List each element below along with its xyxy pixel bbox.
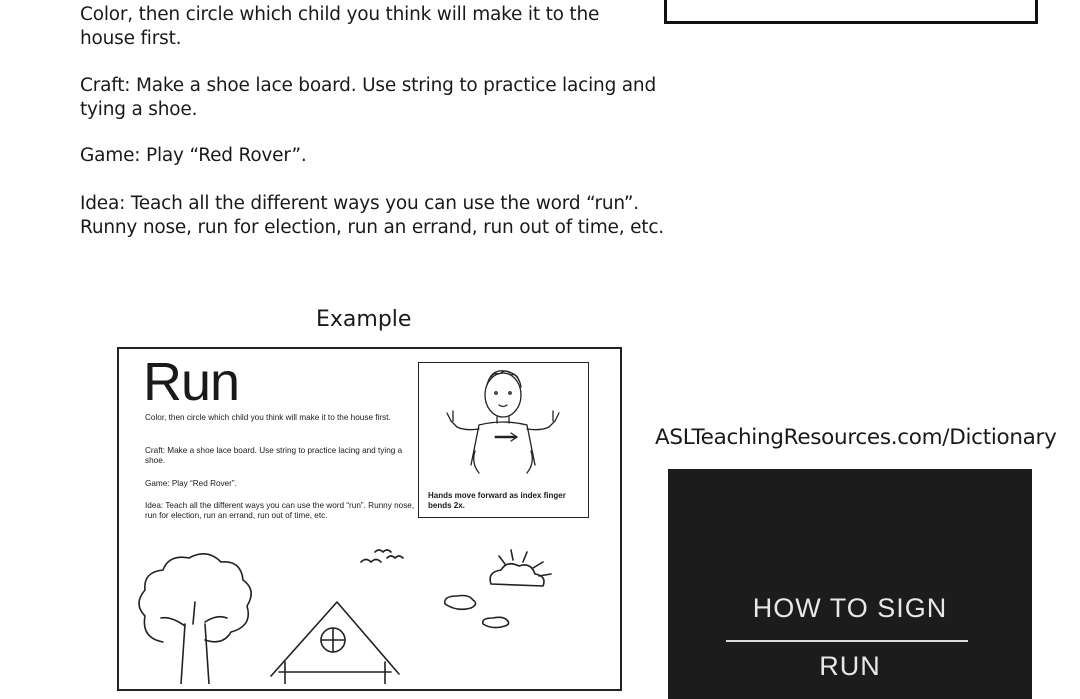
worksheet-sign-box	[418, 362, 589, 518]
craft-instruction-line1: Craft: Make a shoe lace board. Use string to practice lacing and	[80, 75, 656, 96]
sign-illustration-frame	[664, 0, 1038, 24]
video-divider	[726, 640, 968, 642]
signing-child-illustration	[419, 363, 588, 487]
example-label: Example	[316, 307, 412, 332]
color-instruction-line2: house first.	[80, 28, 182, 49]
video-title-line2: RUN	[819, 651, 881, 681]
example-worksheet[interactable]	[117, 347, 622, 691]
coloring-scene-illustration	[119, 524, 616, 684]
craft-instruction-line2: tying a shoe.	[80, 99, 198, 120]
worksheet-color-text: Color, then circle which child you think will make it to the house first.	[145, 413, 391, 422]
worksheet-idea-text: Idea: Teach all the different ways you can use the word “run”. Runny nose, run for election, run an errand, run out of time, etc.	[145, 501, 415, 520]
worksheet-title: Run	[143, 352, 240, 412]
idea-instruction-line2: Runny nose, run for election, run an errand, run out of time, etc.	[80, 217, 664, 238]
worksheet-craft-text: Craft: Make a shoe lace board. Use string to practice lacing and tying a shoe.	[145, 446, 403, 465]
idea-instruction-line1: Idea: Teach all the different ways you can use the word “run”.	[80, 193, 639, 214]
dictionary-site-label[interactable]: ASLTeachingResources.com/Dictionary	[655, 425, 1057, 450]
sign-caption: Hands move forward as index finger bends 2x.	[428, 491, 566, 510]
worksheet-game-text: Game: Play “Red Rover”.	[145, 479, 237, 488]
color-instruction-line1: Color, then circle which child you think will make it to the	[80, 4, 600, 25]
game-instruction: Game: Play “Red Rover”.	[80, 145, 307, 166]
how-to-sign-video[interactable]	[668, 469, 1032, 699]
video-title-line1: HOW TO SIGN	[752, 593, 948, 623]
